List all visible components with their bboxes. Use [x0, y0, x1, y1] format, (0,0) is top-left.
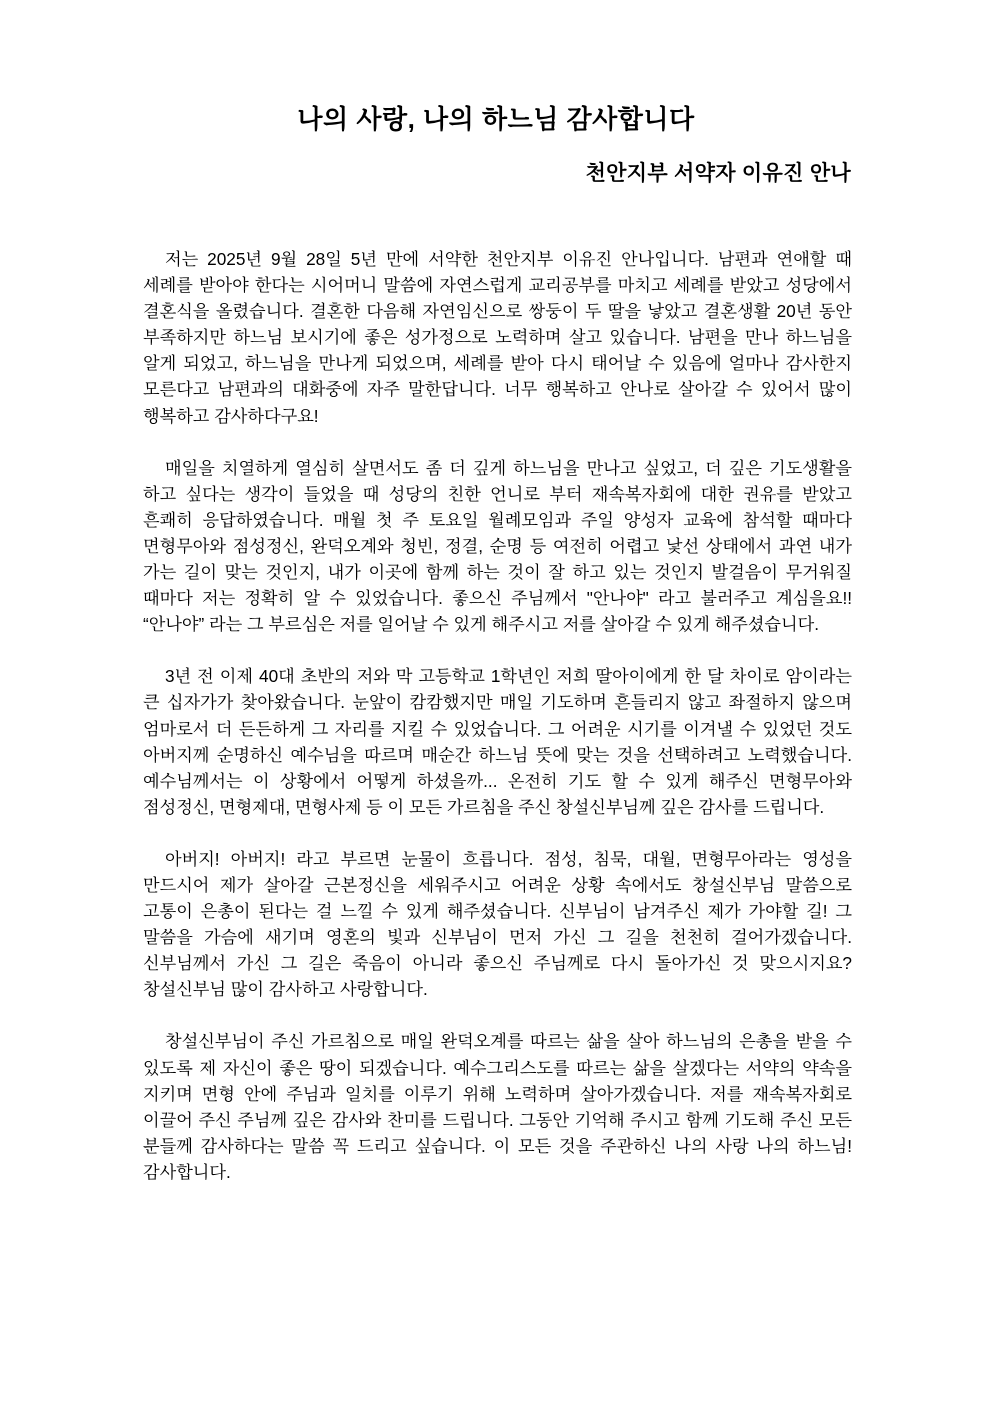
body-paragraph: 아버지! 아버지! 라고 부르면 눈물이 흐릅니다. 점성, 침묵, 대월, 면형무아라는 영성을 만드시어 제가 살아갈 근본정신을 세워주시고 어려운 상황 속에서도 창설신부님 말씀으로 고통이 은총이 된다는 걸 느낄 수 있게 해주셨습니다. 신부님이 남겨주신 제가 가야할 길! 그 말씀을 가슴에 새기며 영혼의 빛과 신부님이 먼저 가신 그 길을 천천히 걸어가겠습니다. 신부님께서 가신 그 길은 죽음이 아니라 좋으신 주님께로 다시 돌아가신 것 맞으시지요? 창설신부님 많이 감사하고 사랑합니다.: [143, 848, 852, 1000]
body-paragraph: 매일을 치열하게 열심히 살면서도 좀 더 깊게 하느님을 만나고 싶었고, 더 깊은 기도생활을 하고 싶다는 생각이 들었을 때 성당의 친한 언니로 부터 재속복자회에 대한 권유를 받았고 흔쾌히 응답하였습니다. 매월 첫 주 토요일 월례모임과 주일 양성자 교육에 참석할 때마다 면형무아와 점성정신, 완덕오계와 청빈, 정결, 순명 등 여전히 어렵고 낯선 상태에서 과연 내가 가는 길이 맞는 것인지, 내가 이곳에 함께 하는 것이 잘 하고 있는 것인지 발걸음이 무거워질 때마다 저는 정확히 알 수 있었습니다. 좋으신 주님께서 "안나야" 라고 불러주고 계심을요!! “안나야” 라는 그 부르심은 저를 일어날 수 있게 해주시고 저를 살아갈 수 있게 해주셨습니다.: [143, 457, 852, 635]
body-paragraph: 저는 2025년 9월 28일 5년 만에 서약한 천안지부 이유진 안나입니다. 남편과 연애할 때 세례를 받아야 한다는 시어머니 말씀에 자연스럽게 교리공부를 마치고 세례를 받았고 성당에서 결혼식을 올렸습니다. 결혼한 다음해 자연임신으로 쌍둥이 두 딸을 낳았고 결혼생활 20년 동안 부족하지만 하느님 보시기에 좋은 성가정으로 노력하며 살고 있습니다. 남편을 만나 하느님을 알게 되었고, 하느님을 만나게 되었으며, 세례를 받아 다시 태어날 수 있음에 얼마나 감사한지 모른다고 남편과의 대화중에 자주 말한답니다. 너무 행복하고 안나로 살아갈 수 있어서 많이 행복하고 감사하다구요!: [143, 249, 852, 426]
page-title: 나의 사랑, 나의 하느님 감사합니다: [297, 104, 695, 135]
body-paragraph: 창설신부님이 주신 가르침으로 매일 완덕오계를 따르는 삶을 살아 하느님의 은총을 받을 수 있도록 제 자신이 좋은 땅이 되겠습니다. 예수그리스도를 따르는 삶을 살겠다는 서약의 약속을 지키며 면형 안에 주님과 일치를 이루기 위해 노력하며 살아가겠습니다. 저를 재속복자회로 이끌어 주신 주님께 깊은 감사와 찬미를 드립니다. 그동안 기억해 주시고 함께 기도해 주신 모든 분들께 감사하다는 말씀 꼭 드리고 싶습니다. 이 모든 것을 주관하신 나의 사랑 나의 하느님! 감사합니다.: [143, 1031, 852, 1182]
document-body: [143, 246, 852, 1185]
body-paragraph: 3년 전 이제 40대 초반의 저와 막 고등학교 1학년인 저희 딸아이에게 한 달 차이로 암이라는 큰 십자가가 찾아왔습니다. 눈앞이 캄캄했지만 매일 기도하며 흔들리지 않고 좌절하지 않으며 엄마로서 더 든든하게 그 자리를 지킬 수 있었습니다. 그 어려운 시기를 이겨낼 수 있었던 것도 아버지께 순명하신 예수님을 따르며 매순간 하느님 뜻에 맞는 것을 선택하려고 노력했습니다. 예수님께서는 이 상황에서 어떻게 하셨을까... 온전히 기도 할 수 있게 해주신 면형무아와 점성정신, 면형제대, 면형사제 등 이 모든 가르침을 주신 창설신부님께 깊은 감사를 드립니다.: [143, 666, 852, 817]
byline: 천안지부 서약자 이유진 안나: [585, 162, 851, 185]
